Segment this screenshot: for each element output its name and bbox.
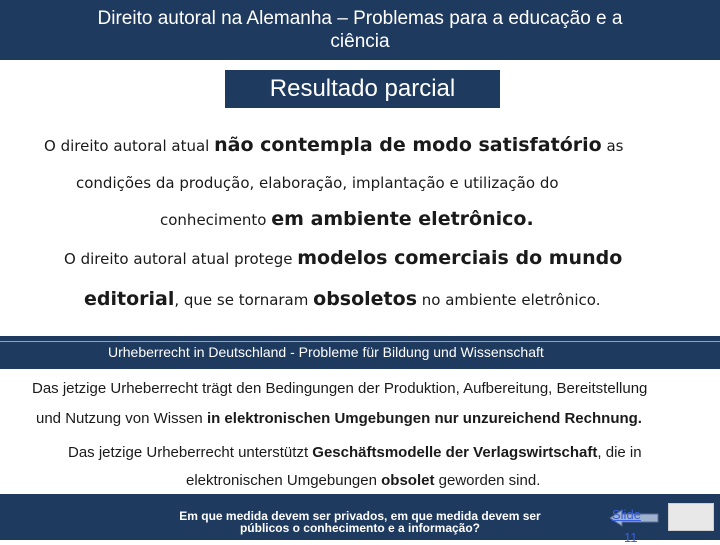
pt-text: no ambiente eletrônico. — [417, 291, 601, 309]
slide-link[interactable]: Slide — [612, 507, 641, 522]
de-text: Das jetzige Urheberrecht unterstützt — [68, 444, 313, 461]
de-text: , die in — [597, 444, 642, 461]
nav-button[interactable] — [668, 503, 714, 531]
de-text: geworden sind. — [434, 472, 541, 489]
de-line-1: Das jetzige Urheberrecht trägt den Bedingungen der Produktion, Aufbereitung, Bereitstellung — [32, 380, 648, 397]
section-heading — [225, 70, 500, 108]
pt-line-1 — [44, 134, 623, 156]
pt-emphasis: não contempla de modo satisfatório — [214, 134, 602, 156]
pt-line-5 — [84, 288, 600, 310]
pt-emphasis: obsoletos — [313, 288, 418, 310]
slide-title — [0, 0, 720, 60]
pt-text: conhecimento — [160, 211, 272, 229]
pt-line-3 — [160, 208, 534, 230]
de-line-2 — [36, 410, 642, 427]
german-heading: Urheberrecht in Deutschland - Probleme für Bildung und Wissenschaft — [108, 344, 544, 360]
pt-line-2: condições da produção, elaboração, implantação e utilização do — [76, 174, 559, 192]
de-line-4 — [186, 472, 540, 489]
pt-emphasis: em ambiente eletrônico. — [271, 208, 534, 230]
de-emphasis: obsolet — [381, 472, 435, 489]
pt-emphasis: editorial — [84, 288, 175, 310]
pt-emphasis: modelos comerciais do mundo — [297, 247, 623, 269]
pt-text: O direito autoral atual protege — [64, 250, 298, 268]
de-emphasis: in elektronischen Umgebungen nur unzureichend Rechnung. — [206, 410, 642, 427]
de-text: und Nutzung von Wissen — [36, 410, 207, 427]
footer-question-line-1: Em que medida devem ser privados, em que medida devem ser — [179, 509, 541, 523]
pt-text: , que se tornaram — [174, 291, 314, 309]
pt-text: O direito autoral atual — [44, 137, 215, 155]
footer-question — [150, 510, 570, 534]
de-text: elektronischen Umgebungen — [186, 472, 382, 489]
pt-text: as — [601, 137, 624, 155]
de-line-3 — [68, 444, 642, 461]
title-line-2: ciência — [330, 31, 390, 52]
pt-line-4 — [64, 247, 622, 269]
section-heading-label: Resultado parcial — [269, 75, 456, 102]
title-line-1: Direito autoral na Alemanha – Problemas para a educação e a — [97, 8, 623, 29]
slide-number[interactable]: 11 — [624, 530, 638, 545]
footer-question-line-2: públicos o conhecimento e a informação? — [239, 521, 481, 535]
de-emphasis: Geschäftsmodelle der Verlagswirtschaft — [312, 444, 598, 461]
divider — [0, 341, 720, 342]
